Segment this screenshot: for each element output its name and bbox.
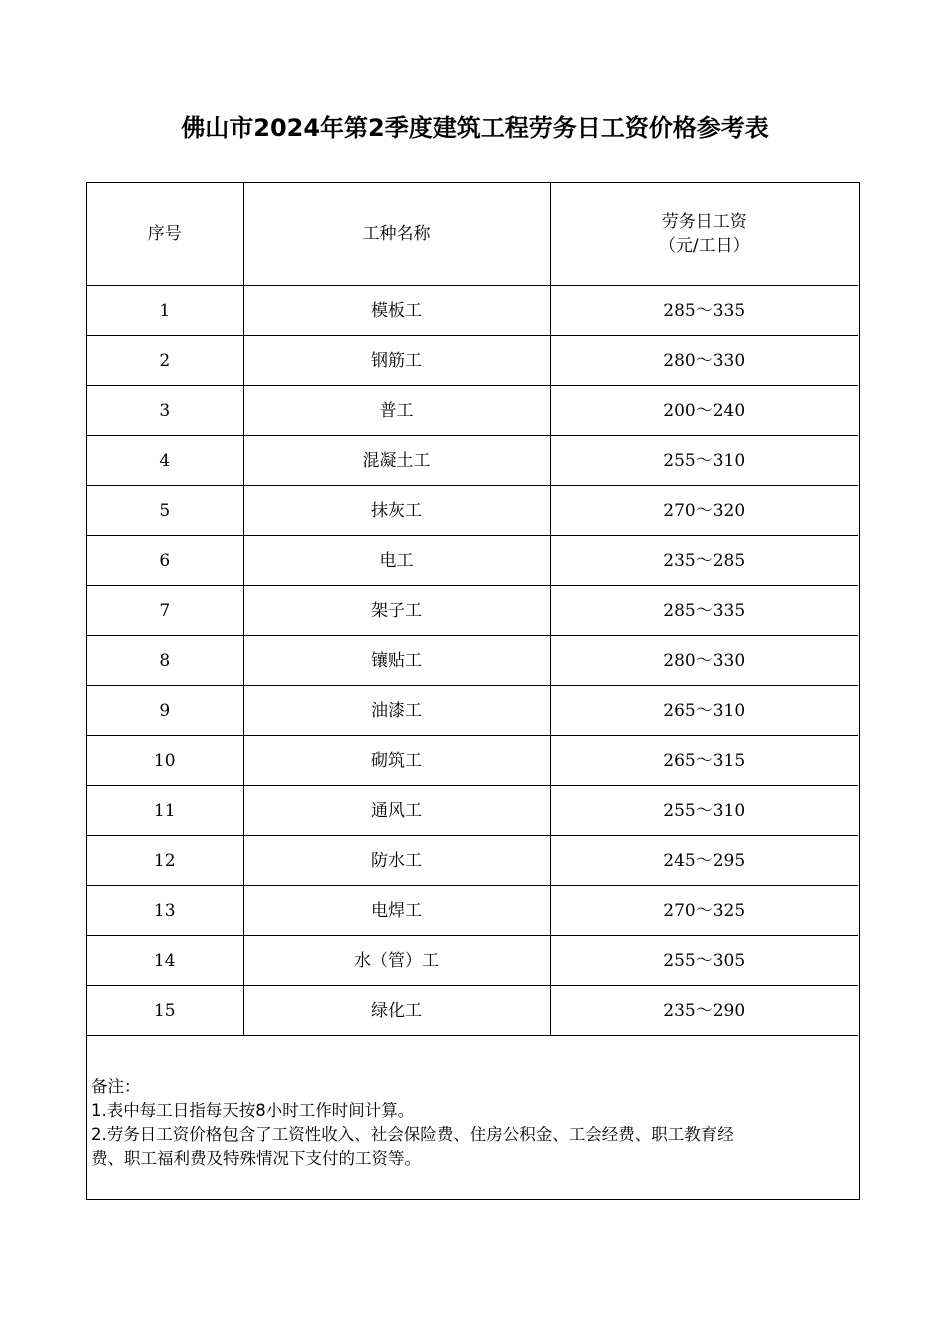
page-title: 佛山市2024年第2季度建筑工程劳务日工资价格参考表	[181, 114, 769, 142]
row-index: 10	[87, 736, 243, 786]
row-trade-name: 普工	[243, 386, 550, 436]
row-daily-wage: 255～310	[550, 786, 858, 836]
table-row	[87, 286, 858, 336]
row-daily-wage: 255～310	[550, 436, 858, 486]
row-index: 7	[87, 586, 243, 636]
row-daily-wage: 270～325	[550, 886, 858, 936]
row-index: 12	[87, 836, 243, 886]
row-daily-wage: 285～335	[550, 286, 858, 336]
row-index: 13	[87, 886, 243, 936]
table-row	[87, 986, 858, 1036]
table-row	[87, 486, 858, 536]
row-daily-wage: 265～310	[550, 686, 858, 736]
header-daily-wage-unit: （元/工日）	[658, 236, 750, 256]
header-daily-wage-label: 劳务日工资	[661, 212, 747, 232]
note-line-2a: 2.劳务日工资价格包含了工资性收入、社会保险费、住房公积金、工会经费、职工教育经	[91, 1125, 734, 1144]
row-daily-wage: 235～285	[550, 536, 858, 586]
row-daily-wage: 200～240	[550, 386, 858, 436]
row-daily-wage: 285～335	[550, 586, 858, 636]
table-row	[87, 936, 858, 986]
header-daily-wage	[550, 183, 858, 286]
table-row	[87, 736, 858, 786]
table-row	[87, 836, 858, 886]
row-trade-name: 防水工	[243, 836, 550, 886]
table-row	[87, 336, 858, 386]
note-line-1: 1.表中每工日指每天按8小时工作时间计算。	[91, 1101, 415, 1120]
table-row	[87, 436, 858, 486]
header-index: 序号	[87, 183, 243, 286]
header-trade-name: 工种名称	[243, 183, 550, 286]
row-trade-name: 抹灰工	[243, 486, 550, 536]
row-trade-name: 水（管）工	[243, 936, 550, 986]
row-trade-name: 油漆工	[243, 686, 550, 736]
row-trade-name: 砌筑工	[243, 736, 550, 786]
row-index: 9	[87, 686, 243, 736]
row-index: 11	[87, 786, 243, 836]
row-daily-wage: 255～305	[550, 936, 858, 986]
row-trade-name: 绿化工	[243, 986, 550, 1036]
row-index: 4	[87, 436, 243, 486]
row-trade-name: 通风工	[243, 786, 550, 836]
row-trade-name: 镶贴工	[243, 636, 550, 686]
row-index: 14	[87, 936, 243, 986]
row-trade-name: 钢筋工	[243, 336, 550, 386]
table-header-row	[87, 183, 858, 286]
table-row	[87, 786, 858, 836]
row-trade-name: 电焊工	[243, 886, 550, 936]
row-trade-name: 混凝土工	[243, 436, 550, 486]
row-daily-wage: 280～330	[550, 336, 858, 386]
row-daily-wage: 280～330	[550, 636, 858, 686]
row-index: 5	[87, 486, 243, 536]
row-index: 8	[87, 636, 243, 686]
row-trade-name: 架子工	[243, 586, 550, 636]
table-row	[87, 636, 858, 686]
price-table-frame	[86, 182, 860, 1200]
notes-section	[91, 1075, 853, 1171]
row-index: 1	[87, 286, 243, 336]
row-trade-name: 电工	[243, 536, 550, 586]
row-daily-wage: 265～315	[550, 736, 858, 786]
row-daily-wage: 270～320	[550, 486, 858, 536]
row-trade-name: 模板工	[243, 286, 550, 336]
row-index: 6	[87, 536, 243, 586]
wage-price-table	[87, 183, 858, 1036]
table-row	[87, 536, 858, 586]
table-body	[87, 286, 858, 1036]
row-index: 2	[87, 336, 243, 386]
table-row	[87, 586, 858, 636]
row-daily-wage: 245～295	[550, 836, 858, 886]
table-row	[87, 886, 858, 936]
row-index: 3	[87, 386, 243, 436]
table-row	[87, 686, 858, 736]
row-daily-wage: 235～290	[550, 986, 858, 1036]
table-row	[87, 386, 858, 436]
note-line-2b: 费、职工福利费及特殊情况下支付的工资等。	[91, 1149, 421, 1168]
notes-heading: 备注：	[91, 1077, 141, 1096]
row-index: 15	[87, 986, 243, 1036]
